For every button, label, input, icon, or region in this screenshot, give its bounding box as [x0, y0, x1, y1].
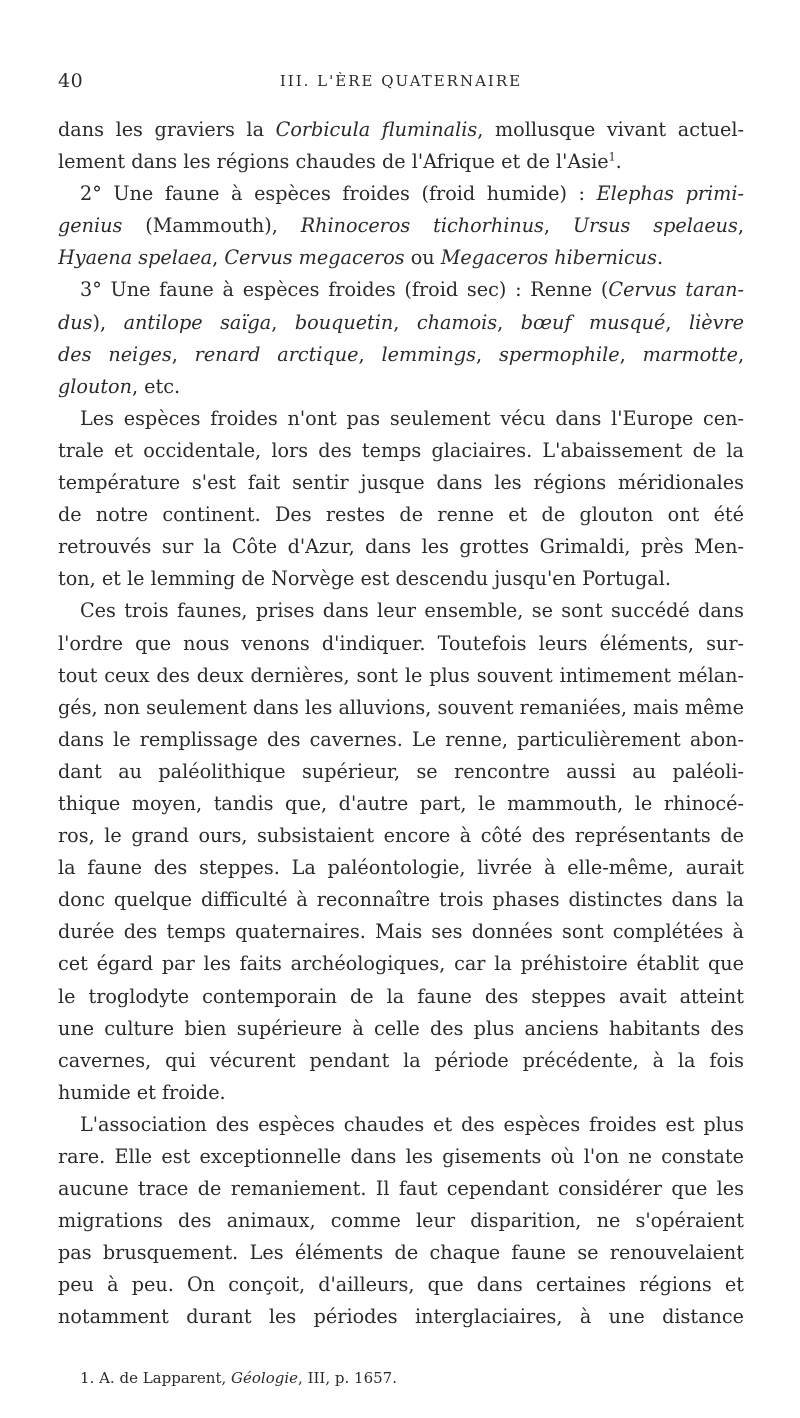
- text-segment: ,: [665, 310, 689, 334]
- text-segment: ,: [737, 214, 744, 238]
- italic-term: spermophile: [498, 342, 620, 366]
- italic-term: Elephas primi-: [596, 182, 744, 206]
- italic-term: bœuf musqué: [520, 310, 666, 334]
- text-line: [58, 916, 744, 948]
- text-segment: lement dans les régions chaudes de l'Afrique et de l'Asie: [58, 150, 609, 174]
- italic-term: Hyaena spelaea: [58, 246, 213, 270]
- text-line: [58, 114, 744, 146]
- text-segment: ,: [271, 310, 295, 334]
- italic-term: Corbicula fluminalis: [275, 118, 478, 141]
- text-segment: la faune des steppes. La paléontologie, livrée à elle-même, aurait: [58, 856, 744, 880]
- text-segment: le troglodyte contemporain de la faune des steppes avait atteint: [58, 984, 744, 1008]
- text-segment: ,: [358, 342, 382, 366]
- text-segment: aucune trace de remaniement. Il faut cependant considérer que les: [58, 1177, 744, 1201]
- text-line: [58, 1301, 744, 1333]
- italic-term: Ursus spelaeus: [572, 214, 738, 238]
- text-segment: notamment durant les périodes interglaciaires, à une distance: [58, 1305, 744, 1329]
- text-segment: gés, non seulement dans les alluvions, souvent remaniées, mais même: [58, 695, 744, 719]
- text-segment: donc quelque difficulté à reconnaître trois phases distinctes dans la: [58, 888, 744, 912]
- text-line: [58, 435, 744, 467]
- text-segment: L'association des espèces chaudes et des espèces froides est plus: [80, 1112, 744, 1136]
- text-line: [58, 1205, 744, 1237]
- text-line: [58, 1109, 744, 1141]
- text-segment: , etc.: [131, 374, 181, 398]
- text-line: [58, 948, 744, 980]
- text-segment: 3° Une faune à espèces froides (froid sec) : Renne (: [80, 278, 609, 302]
- italic-term: Cervus megaceros: [224, 246, 405, 270]
- text-segment: dant au paléolithique supérieur, se rencontre aussi au paléoli-: [58, 759, 744, 783]
- text-line: [58, 660, 744, 692]
- text-segment: tout ceux des deux dernières, sont le plus souvent intimement mélan-: [58, 663, 744, 687]
- text-segment: ros, le grand ours, subsistaient encore à côté des représentants de: [58, 824, 744, 848]
- text-line: [58, 339, 744, 371]
- text-segment: durée des temps quaternaires. Mais ses données sont complétées à: [58, 920, 744, 944]
- text-segment: cet égard par les faits archéologiques, car la préhistoire établit que: [58, 952, 744, 976]
- text-segment: 2° Une faune à espèces froides (froid humide) :: [80, 182, 597, 206]
- text-segment: .: [656, 246, 664, 270]
- text-line: [58, 852, 744, 884]
- text-segment: ,: [737, 342, 744, 366]
- text-line: [58, 820, 744, 852]
- text-segment: .: [615, 150, 622, 174]
- text-segment: , mollusque vivant actuel-: [477, 118, 744, 141]
- text-line: [58, 1269, 744, 1301]
- text-line: [58, 1045, 744, 1077]
- text-segment: dans le remplissage des cavernes. Le renne, particulièrement abon-: [58, 727, 744, 751]
- italic-term: lièvre: [689, 310, 744, 334]
- text-segment: ou: [404, 246, 441, 270]
- text-segment: ,: [171, 342, 195, 366]
- italic-term: chamois: [416, 310, 498, 334]
- text-line: [58, 981, 744, 1013]
- text-line: [58, 178, 744, 210]
- footnote-work: Géologie: [231, 1369, 299, 1387]
- italic-term: lemmings: [381, 342, 476, 366]
- italic-term: renard arctique: [194, 342, 359, 366]
- footnote-marker: 1: [608, 150, 616, 164]
- text-line: [58, 692, 744, 724]
- text-segment: température s'est fait sentir jusque dans les régions méridionales: [58, 471, 744, 495]
- text-segment: trale et occidentale, lors des temps glaciaires. L'abaissement de la: [58, 438, 744, 462]
- text-line: [58, 210, 744, 242]
- text-line: [58, 467, 744, 499]
- text-line: [58, 756, 744, 788]
- text-segment: une culture bien supérieure à celle des plus anciens habitants des: [58, 1016, 744, 1040]
- text-segment: dans les graviers la: [58, 118, 276, 141]
- page-number: 40: [58, 70, 84, 92]
- text-line: [58, 628, 744, 660]
- text-segment: ,: [619, 342, 643, 366]
- italic-term: glouton: [58, 374, 132, 398]
- text-segment: humide et froide.: [58, 1080, 226, 1104]
- text-line: [58, 1077, 744, 1109]
- running-head: [58, 70, 744, 94]
- text-line: [58, 307, 744, 339]
- footnote: [80, 1368, 397, 1388]
- italic-term: Rhinoceros tichorhinus: [300, 214, 544, 238]
- text-segment: thique moyen, tandis que, d'autre part, le mammouth, le rhinocé-: [58, 791, 744, 815]
- text-segment: migrations des animaux, comme leur disparition, ne s'opéraient: [58, 1209, 744, 1233]
- text-segment: ,: [497, 310, 521, 334]
- text-segment: de notre continent. Des restes de renne et de glouton ont été: [58, 503, 744, 527]
- footnote-author: A. de Lapparent,: [99, 1369, 227, 1387]
- italic-term: des neiges: [58, 342, 172, 366]
- text-segment: (Mammouth),: [122, 214, 301, 238]
- text-line: [58, 499, 744, 531]
- italic-term: bouquetin: [294, 310, 394, 334]
- text-line: [58, 788, 744, 820]
- text-line: [58, 724, 744, 756]
- italic-term: Cervus taran-: [608, 278, 744, 302]
- text-segment: ,: [543, 214, 573, 238]
- footnote-reference: , III, p. 1657.: [298, 1369, 397, 1387]
- text-segment: peu à peu. On conçoit, d'ailleurs, que dans certaines régions et: [58, 1273, 744, 1297]
- text-segment: l'ordre que nous venons d'indiquer. Toutefois leurs éléments, sur-: [58, 631, 744, 655]
- text-segment: retrouvés sur la Côte d'Azur, dans les grottes Grimaldi, près Men-: [58, 535, 744, 559]
- text-segment: Ces trois faunes, prises dans leur ensemble, se sont succédé dans: [80, 599, 744, 623]
- text-line: [58, 595, 744, 627]
- text-segment: pas brusquement. Les éléments de chaque faune se renouvelaient: [58, 1241, 744, 1265]
- italic-term: dus: [58, 310, 93, 334]
- text-segment: rare. Elle est exceptionnelle dans les gisements où l'on ne constate: [58, 1145, 744, 1168]
- text-segment: ,: [475, 342, 499, 366]
- text-segment: ,: [393, 310, 417, 334]
- italic-term: genius: [58, 214, 123, 238]
- text-segment: ton, et le lemming de Norvège est descendu jusqu'en Portugal.: [58, 567, 671, 591]
- text-line: [58, 371, 744, 403]
- text-line: [58, 146, 744, 178]
- body-text: [58, 114, 744, 1334]
- text-line: [58, 531, 744, 563]
- text-segment: ,: [212, 246, 225, 270]
- text-segment: Les espèces froides n'ont pas seulement vécu dans l'Europe cen-: [80, 406, 744, 430]
- footnote-number: 1.: [80, 1369, 95, 1387]
- text-line: [58, 1237, 744, 1269]
- text-line: [58, 403, 744, 435]
- text-line: [58, 563, 744, 595]
- text-segment: cavernes, qui vécurent pendant la période précédente, à la fois: [58, 1048, 744, 1072]
- text-line: [58, 242, 744, 274]
- italic-term: antilope saïga: [123, 310, 272, 334]
- italic-term: Megaceros hibernicus: [440, 246, 657, 270]
- text-line: [58, 884, 744, 916]
- chapter-title: III. L'ÈRE QUATERNAIRE: [279, 72, 523, 90]
- text-segment: ),: [92, 310, 124, 334]
- text-line: [58, 1013, 744, 1045]
- text-line: [58, 274, 744, 306]
- text-line: [58, 1173, 744, 1205]
- text-line: [58, 1141, 744, 1173]
- italic-term: marmotte: [642, 342, 738, 366]
